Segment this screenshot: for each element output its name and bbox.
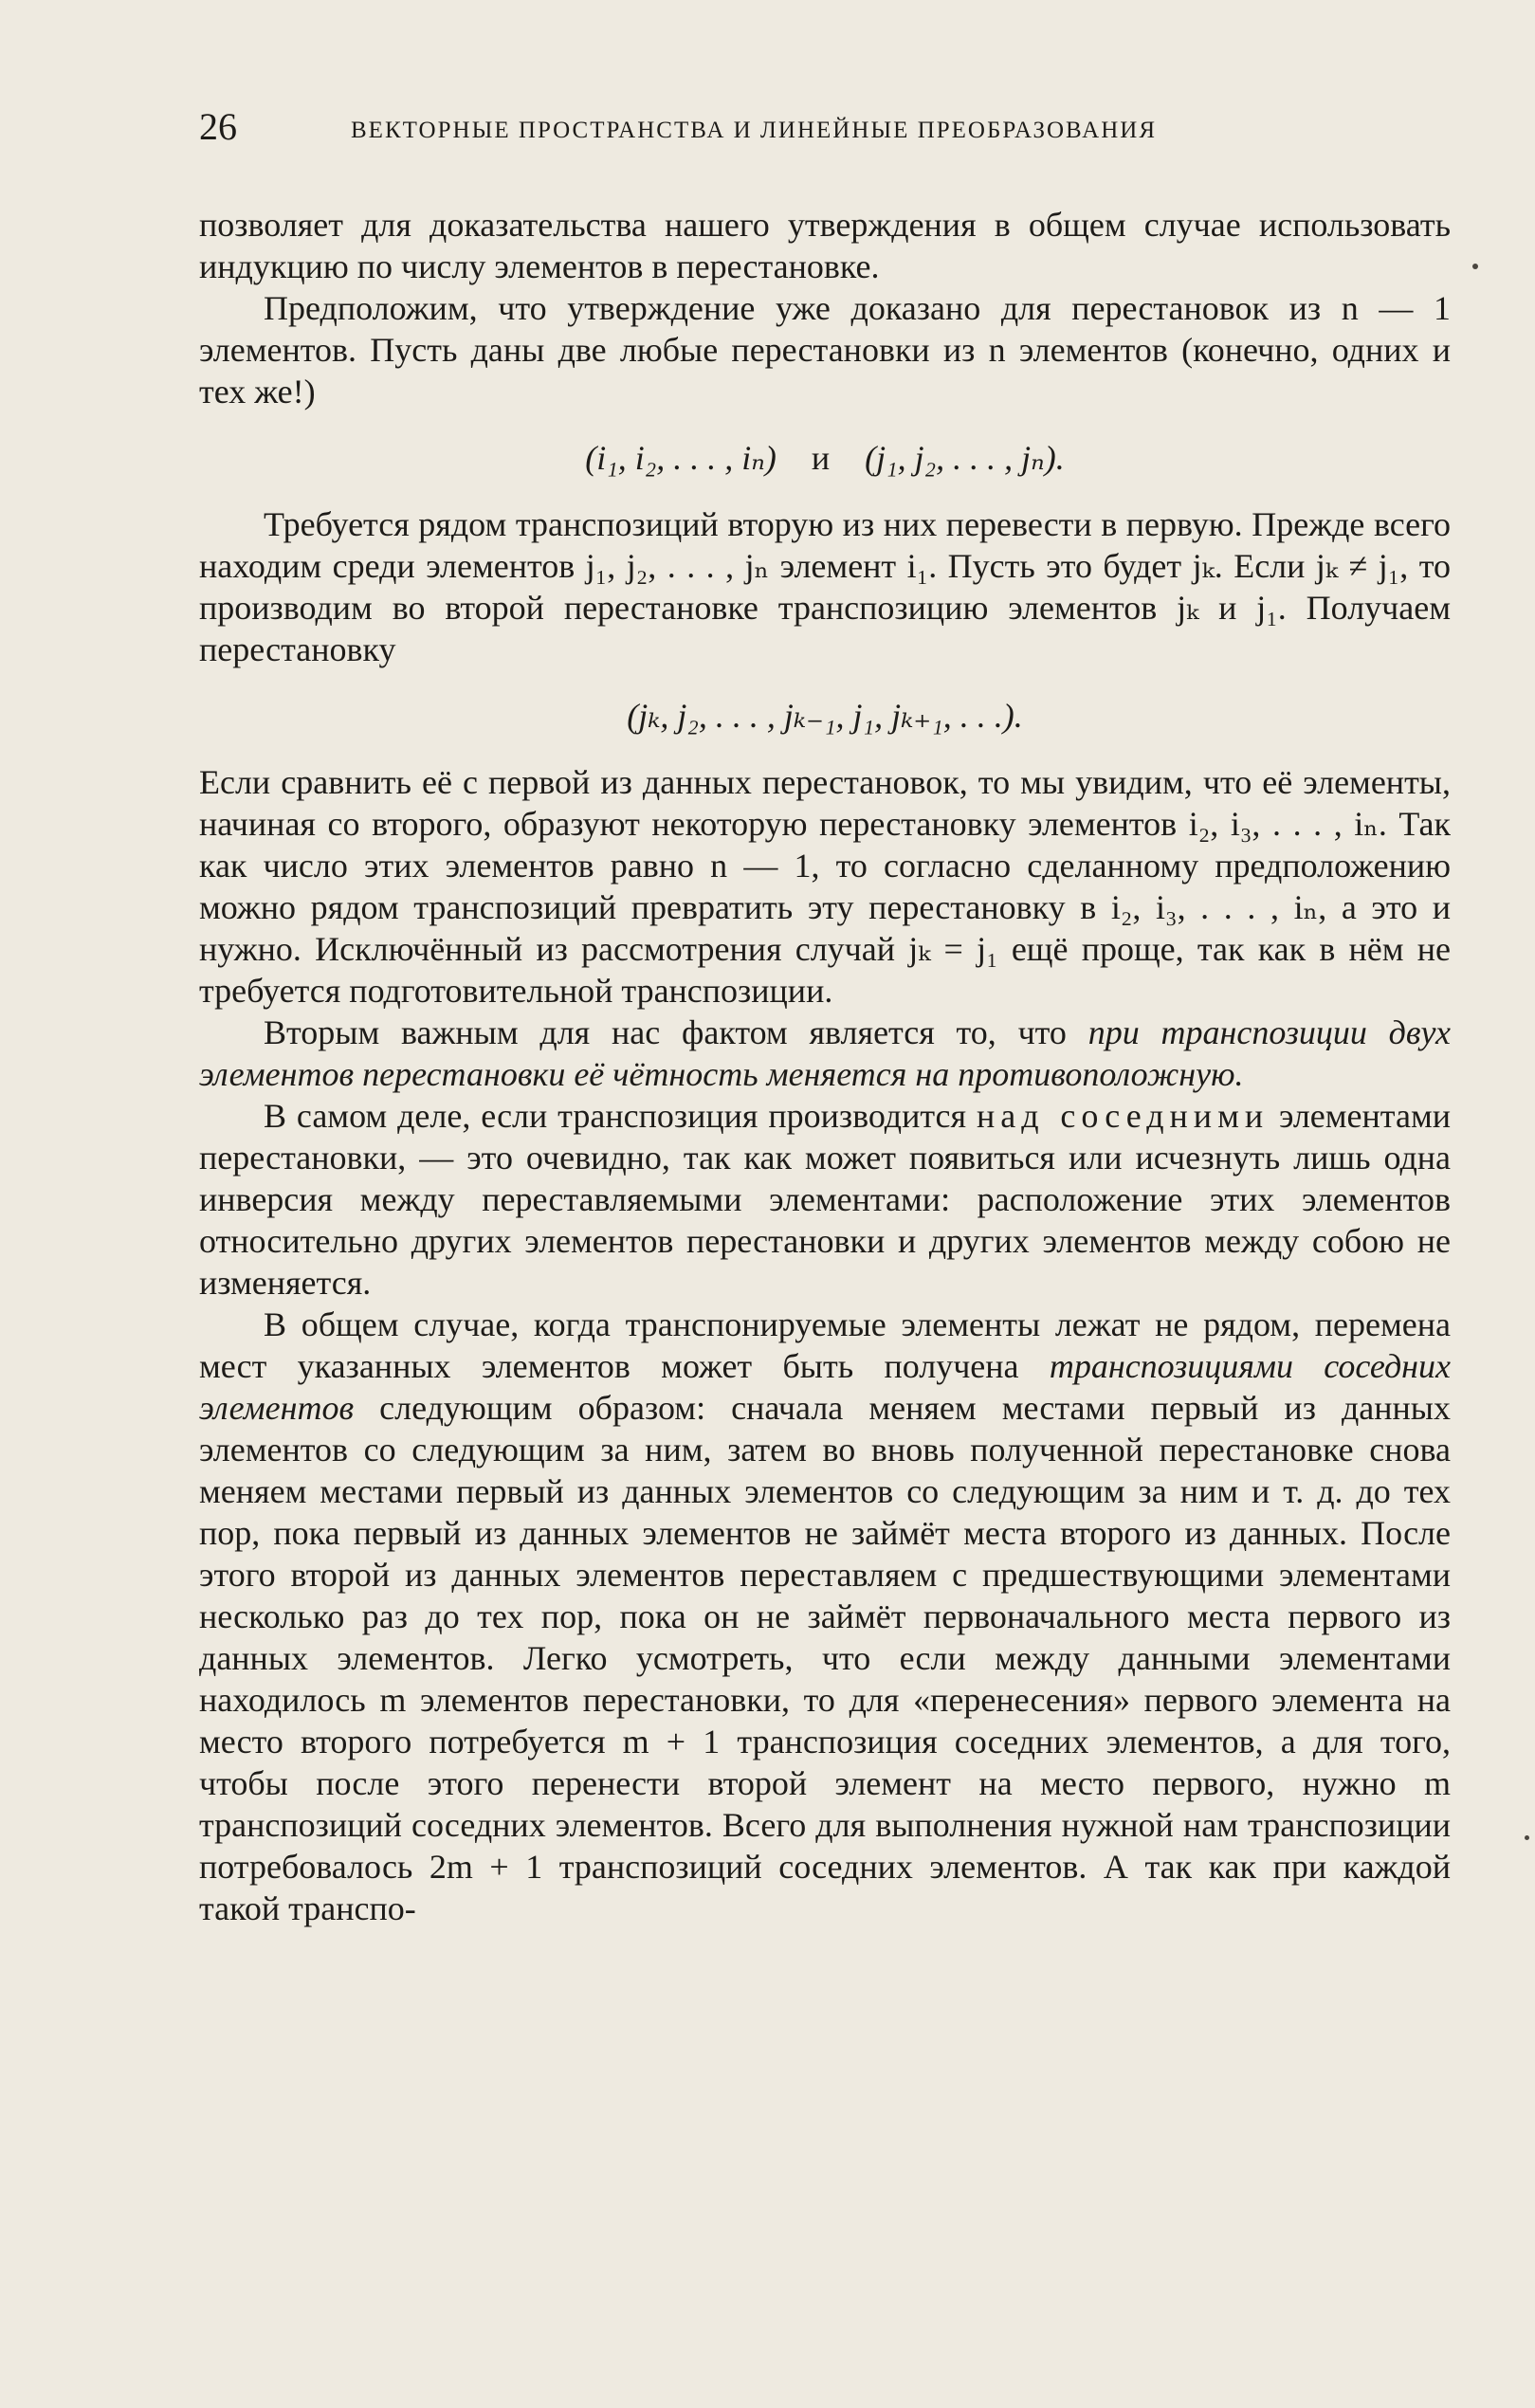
formula-right: (j₁, j₂, . . . , jₙ). (865, 439, 1065, 477)
paragraph-6-text-a: В самом деле, если транспозиция производится (264, 1097, 977, 1135)
paragraph-1: позволяет для доказательства нашего утверждения в общем случае использовать индукцию по числу элементов в перестановке. (199, 206, 1451, 285)
paragraph-6-spaced: над соседними (976, 1097, 1270, 1135)
print-speck (1525, 1835, 1529, 1840)
page-number: 26 (199, 105, 237, 148)
paragraph-7 (199, 1304, 1451, 1929)
formula-left: (i₁, i₂, . . . , iₙ) (585, 439, 777, 477)
paragraph-5 (199, 1012, 1451, 1095)
book-page (199, 95, 1451, 2351)
page-header (199, 95, 1451, 159)
main-text (199, 204, 1451, 1929)
print-speck (1472, 264, 1478, 269)
running-title: ВЕКТОРНЫЕ ПРОСТРАНСТВА И ЛИНЕЙНЫЕ ПРЕОБРАЗОВАНИЯ (351, 118, 1157, 143)
paragraph-5-text: Вторым важным для нас фактом является то, что (264, 1013, 1088, 1051)
paragraph-6 (199, 1095, 1451, 1304)
paragraph-7-text-a: В общем случае, когда транспонируемые элементы лежат не рядом, перемена мест указанных элементов может быть получена (199, 1305, 1451, 1385)
paragraph-6-text-b: элементами перестановки, — это очевидно, так как может появиться или исчезнуть лишь одна инверсия между переставляемыми элементами: расположение этих элементов относительно других элементов перестановки и других элементов между собою не изменяется. (199, 1097, 1451, 1302)
paragraph-7-emphasis: транспозициями соседних элементов (199, 1347, 1451, 1427)
paragraph-7-text-b: следующим образом: сначала меняем местами первый из данных элементов со следующим за ним, затем во вновь полученной перестановке снова меняем местами первый из данных элементов со следующим за ним и т. д. до тех пор, пока первый из данных элементов не займёт места второго из данных. После этого второй из данных элементов переставляем с предшествующими элементами несколько раз до тех пор, пока он не займёт первоначального места первого из данных элементов. Легко усмотреть, что если между данными элементами находилось m элементов перестановки, то для «перенесения» первого элемента на место второго потребуется m + 1 транспозиция соседних элементов, а для того, чтобы после этого перенести второй элемент на место первого, нужно m транспозиций соседних элементов. Всего для выполнения нужной нам транспозиции потребовалось 2m + 1 транспозиций соседних элементов. А так как при каждой такой транспо- (199, 1389, 1451, 1927)
paragraph-4: Если сравнить её с первой из данных перестановок, то мы увидим, что её элементы, начиная со второго, образуют некоторую перестановку элементов i₂, i₃, . . . , iₙ. Так как число этих элементов равно n — 1, то согласно сделанному предположению можно рядом транспозиций превратить эту перестановку в i₂, i₃, . . . , iₙ, а это и нужно. Исключённый из рассмотрения случай jₖ = j₁ ещё проще, так как в нём не требуется подготовительной транспозиции. (199, 763, 1451, 1010)
paragraph-5-emphasis: при транспозиции двух элементов перестановки её чётность меняется на противоположную. (199, 1013, 1451, 1093)
formula-transposed: (jₖ, j₂, . . . , jₖ₋₁, j₁, jₖ₊₁, . . .). (627, 697, 1023, 735)
formula-conjunction: и (811, 439, 831, 477)
formula-permutations (199, 437, 1451, 479)
paragraph-2: Предположим, что утверждение уже доказано для перестановок из n — 1 элементов. Пусть даны две любые перестановки из n элементов (конечно, одних и тех же!) (199, 289, 1451, 410)
paragraph-3: Требуется рядом транспозиций вторую из них перевести в первую. Прежде всего находим среди элементов j₁, j₂, . . . , jₙ элемент i₁. Пусть это будет jₖ. Если jₖ ≠ j₁, то производим во второй перестановке транспозицию элементов jₖ и j₁. Получаем перестановку (199, 505, 1451, 668)
